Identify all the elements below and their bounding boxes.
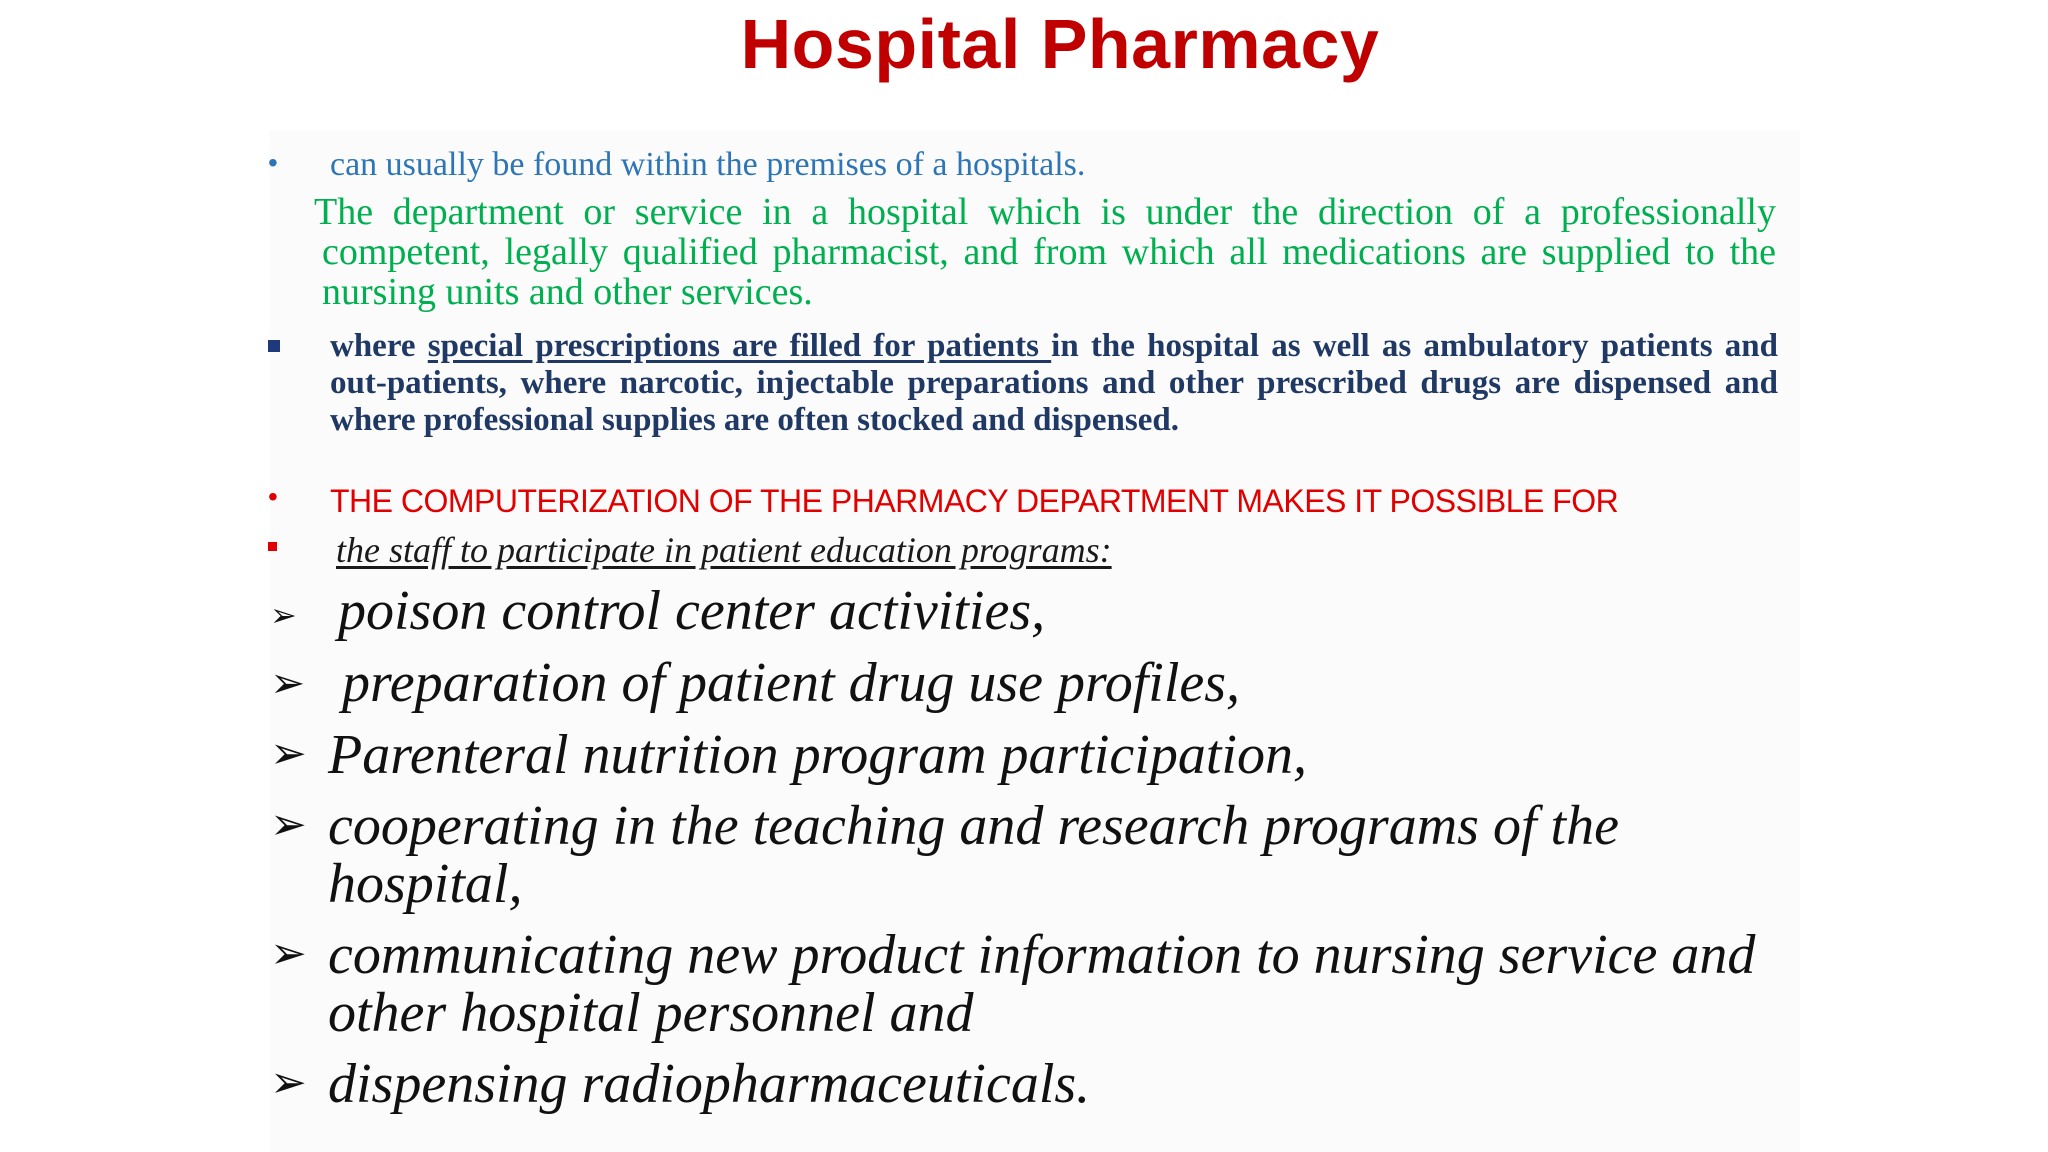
arrow-bullet-icon: ➢ [270,928,307,979]
arrow-item-text: cooperating in the teaching and research programs of the hospital, [328,795,1619,915]
arrow-bullet-icon: ➢ [270,658,306,707]
prescriptions-rest: in the hospital as well as ambulatory patients and out-patients, where narcotic, injectable preparations and other prescribed drugs are dispensed and where professional supplies are often stocked and dispensed. [330,328,1779,438]
definition-paragraph: The department or service in a hospital which is under the direction of a professionally competent, legally qualified pharmacist, and from which all medications are supplied to the nursing units and other services. [314,191,1776,313]
prescriptions-underlined: special prescriptions are filled for patients [427,328,1052,364]
arrow-bullet-icon: ➢ [270,728,307,779]
bullet-dot: • [268,147,278,178]
bullet-staff-text [330,528,1778,572]
arrow-bullet-icon: ➢ [270,1057,307,1108]
arrow-item-text: Parenteral nutrition program participation, [328,724,1307,786]
arrow-item-text: preparation of patient drug use profiles, [342,652,1241,714]
prescriptions-lead: where [330,328,428,364]
bullet-dot: • [268,481,278,512]
arrow-item-text: communicating new product information to nursing service and other hospital personnel and [328,924,1756,1044]
staff-underlined-text: the staff to participate in patient education programs: [336,530,1112,570]
bullet-prescriptions-text [330,328,1778,439]
slide-title: Hospital Pharmacy [740,5,1380,83]
bullet-location-text: can usually be found within the premises of a hospitals. [330,146,1086,183]
arrow-bullet-icon: ➢ [270,596,297,634]
arrow-item-text: dispensing radiopharmaceuticals. [328,1053,1091,1115]
arrow-bullet-icon: ➢ [270,799,307,850]
square-bullet-icon [268,542,277,551]
arrow-item-text: poison control center activities, [338,580,1046,642]
square-bullet-icon [268,340,280,352]
bullet-computerization-text: THE COMPUTERIZATION OF THE PHARMACY DEPARTMENT MAKES IT POSSIBLE FOR [330,483,1619,519]
